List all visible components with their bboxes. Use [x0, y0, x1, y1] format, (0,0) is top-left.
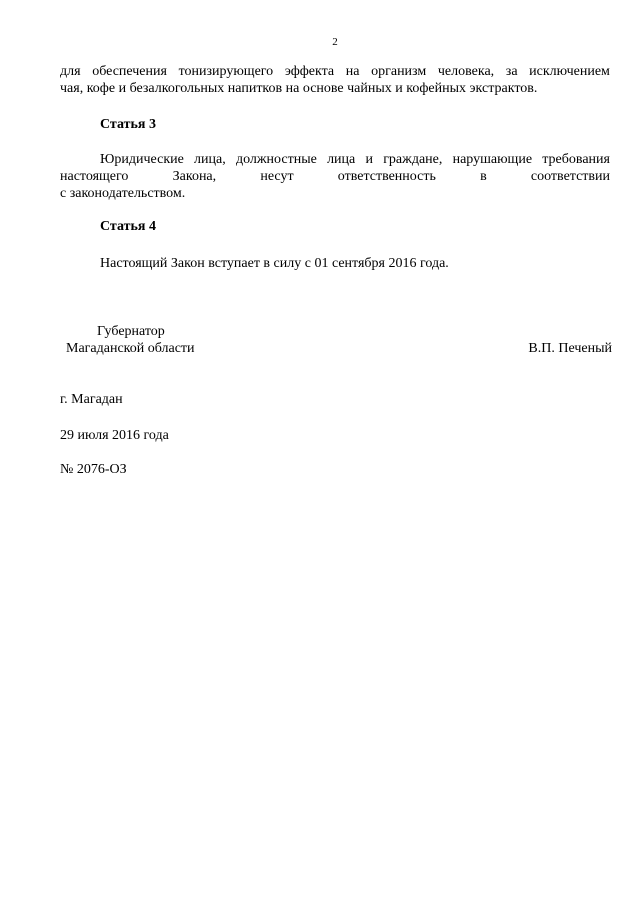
issue-date: 29 июля 2016 года [60, 428, 169, 443]
word: граждане, [383, 152, 443, 167]
word: тонизирующего [178, 64, 274, 79]
article-3-line-1 [100, 151, 610, 168]
signatory-title-line-2: Магаданской области [66, 341, 195, 356]
word: Юридические [100, 152, 184, 167]
word: ответственность [337, 169, 436, 184]
word: требования [542, 152, 610, 167]
article-4-heading: Статья 4 [100, 219, 156, 234]
word: в [480, 169, 487, 184]
word: на [345, 64, 360, 79]
paragraph-1-line-2: чая, кофе и безалкогольных напитков на основе чайных и кофейных экстрактов. [60, 81, 538, 96]
issue-place: г. Магадан [60, 392, 123, 407]
word: обеспечения [92, 64, 167, 79]
article-3-heading: Статья 3 [100, 117, 156, 132]
signatory-name: В.П. Печеный [528, 341, 612, 356]
word: лица [327, 152, 356, 167]
law-number: № 2076-ОЗ [60, 462, 127, 477]
word: организм [371, 64, 427, 79]
article-4-text: Настоящий Закон вступает в силу с 01 сентября 2016 года. [100, 256, 449, 271]
word: и [365, 152, 373, 167]
article-3-line-2 [60, 168, 610, 185]
word: должностные [235, 152, 317, 167]
word: для [60, 64, 81, 79]
signatory-title-line-1: Губернатор [97, 324, 165, 339]
article-3-line-3: с законодательством. [60, 186, 186, 201]
word: за [505, 64, 518, 79]
word: несут [260, 169, 294, 184]
paragraph-1-line-1 [60, 63, 610, 80]
word: лица, [194, 152, 226, 167]
word: исключением [529, 64, 610, 79]
word: Закона, [172, 169, 217, 184]
word: эффекта [284, 64, 335, 79]
word: человека, [437, 64, 495, 79]
word: нарушающие [452, 152, 533, 167]
word: настоящего [60, 169, 129, 184]
word: соответствии [530, 169, 610, 184]
page-number: 2 [332, 36, 338, 48]
